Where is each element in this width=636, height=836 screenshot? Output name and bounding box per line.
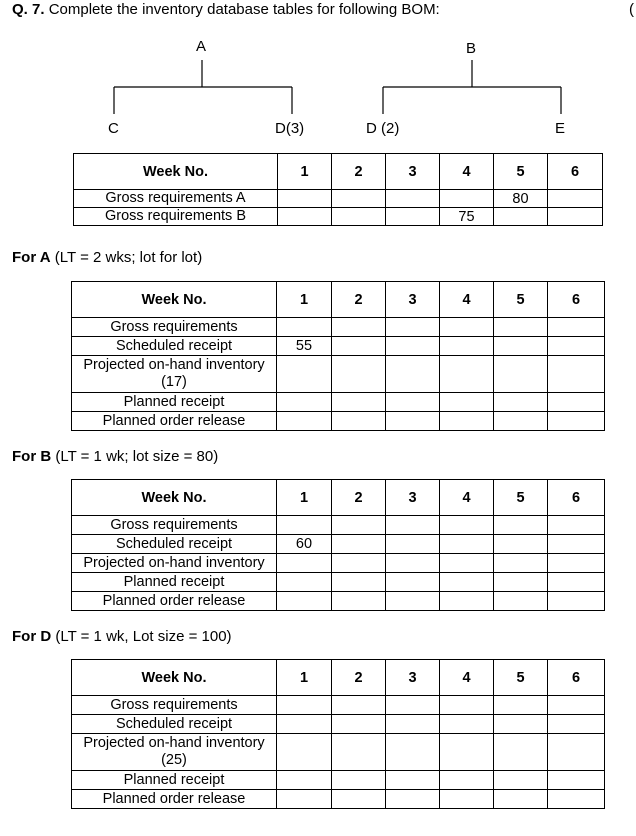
row-label: Gross requirements A (74, 190, 278, 208)
week-header: 2 (332, 480, 386, 516)
week-header: 3 (386, 660, 440, 696)
table-cell[interactable] (277, 790, 332, 809)
table-row (72, 554, 605, 573)
table-cell[interactable] (386, 190, 440, 208)
section-d-params: (LT = 1 wk, Lot size = 100) (55, 628, 232, 645)
table-cell[interactable] (332, 535, 386, 554)
table-cell[interactable] (494, 337, 548, 356)
bom-node-c: C (108, 120, 119, 137)
table-row (72, 592, 605, 611)
section-d-heading (12, 628, 232, 645)
week-header: 4 (440, 480, 494, 516)
table-cell[interactable]: 75 (440, 208, 494, 226)
table-cell[interactable] (386, 771, 440, 790)
section-b-item: For B (12, 448, 52, 465)
table-cell[interactable] (494, 734, 548, 771)
table-row (72, 790, 605, 809)
bom-tree-diagram (0, 0, 636, 150)
table-cell[interactable] (440, 592, 494, 611)
table-cell[interactable] (548, 318, 605, 337)
row-label: Projected on-hand inventory (25) (72, 734, 277, 771)
week-header: 4 (440, 282, 494, 318)
row-label: Gross requirements B (74, 208, 278, 226)
table-cell[interactable] (386, 208, 440, 226)
table-cell[interactable] (278, 190, 332, 208)
table-cell[interactable] (386, 412, 440, 431)
week-header: 5 (494, 154, 548, 190)
table-cell[interactable] (548, 554, 605, 573)
row-label: Projected on-hand inventory (17) (72, 356, 277, 393)
table-row (72, 573, 605, 592)
table-cell[interactable] (548, 393, 605, 412)
table-row (72, 318, 605, 337)
week-header: 5 (494, 660, 548, 696)
table-cell[interactable] (386, 715, 440, 734)
table-cell[interactable] (494, 592, 548, 611)
section-a-item: For A (12, 249, 51, 266)
row-label: Gross requirements (72, 696, 277, 715)
table-cell[interactable] (548, 337, 605, 356)
table-cell[interactable] (277, 516, 332, 535)
table-cell[interactable] (277, 734, 332, 771)
week-no-header: Week No. (72, 282, 277, 318)
week-header: 1 (278, 154, 332, 190)
table-cell[interactable] (386, 535, 440, 554)
row-label: Planned receipt (72, 771, 277, 790)
table-cell[interactable] (440, 790, 494, 809)
bom-node-e: E (555, 120, 566, 137)
table-cell[interactable] (386, 734, 440, 771)
row-label: Projected on-hand inventory (72, 554, 277, 573)
row-label: Gross requirements (72, 516, 277, 535)
week-header: 5 (494, 480, 548, 516)
table-cell[interactable] (277, 696, 332, 715)
table-cell[interactable] (386, 696, 440, 715)
week-header: 4 (440, 154, 494, 190)
table-cell[interactable]: 80 (494, 190, 548, 208)
section-a-params: (LT = 2 wks; lot for lot) (54, 249, 203, 266)
table-cell[interactable] (332, 356, 386, 393)
table-cell[interactable] (332, 554, 386, 573)
table-cell[interactable] (494, 516, 548, 535)
table-cell[interactable] (494, 554, 548, 573)
table-cell[interactable] (440, 356, 494, 393)
question-text: Complete the inventory database tables for following BOM: (48, 1, 440, 18)
table-cell[interactable] (548, 516, 605, 535)
table-cell[interactable] (277, 573, 332, 592)
gross-requirements-table (73, 153, 603, 226)
table-cell[interactable] (386, 393, 440, 412)
table-cell[interactable] (277, 318, 332, 337)
table-cell[interactable] (386, 356, 440, 393)
table-cell[interactable] (278, 208, 332, 226)
row-label: Planned receipt (72, 573, 277, 592)
week-no-header: Week No. (72, 480, 277, 516)
table-cell[interactable] (332, 516, 386, 535)
table-cell[interactable] (440, 516, 494, 535)
table-cell[interactable] (548, 790, 605, 809)
table-cell[interactable] (440, 715, 494, 734)
table-cell[interactable] (494, 393, 548, 412)
table-cell[interactable] (386, 573, 440, 592)
table-cell[interactable] (277, 715, 332, 734)
week-header: 4 (440, 660, 494, 696)
table-d (71, 659, 605, 809)
row-label: Scheduled receipt (72, 337, 277, 356)
table-cell[interactable] (332, 337, 386, 356)
table-cell[interactable] (332, 790, 386, 809)
table-row (72, 771, 605, 790)
table-cell[interactable] (386, 790, 440, 809)
edge-mark: ( (629, 1, 634, 18)
table-cell[interactable] (548, 412, 605, 431)
table-cell[interactable] (440, 337, 494, 356)
week-header: 2 (332, 154, 386, 190)
table-cell[interactable] (332, 573, 386, 592)
week-header: 6 (548, 154, 603, 190)
table-b (71, 479, 605, 611)
table-cell[interactable]: 55 (277, 337, 332, 356)
table-header-row (72, 660, 605, 696)
table-row (72, 734, 605, 771)
table-cell[interactable] (494, 318, 548, 337)
week-header: 6 (548, 660, 605, 696)
table-row (74, 190, 603, 208)
table-cell[interactable] (494, 715, 548, 734)
table-row (72, 535, 605, 554)
table-row (74, 208, 603, 226)
table-cell[interactable] (277, 771, 332, 790)
table-cell[interactable] (440, 393, 494, 412)
table-cell[interactable] (494, 771, 548, 790)
table-cell[interactable] (548, 190, 603, 208)
row-label: Scheduled receipt (72, 715, 277, 734)
week-header: 2 (332, 660, 386, 696)
table-cell[interactable] (494, 356, 548, 393)
section-b-heading (12, 448, 218, 465)
table-cell[interactable] (277, 412, 332, 431)
table-cell[interactable] (332, 696, 386, 715)
table-cell[interactable] (386, 516, 440, 535)
row-label: Planned order release (72, 790, 277, 809)
table-cell[interactable] (332, 190, 386, 208)
table-header-row (72, 282, 605, 318)
table-row (72, 337, 605, 356)
table-cell[interactable] (332, 734, 386, 771)
bom-node-d2: D (2) (366, 120, 400, 137)
table-cell[interactable] (332, 592, 386, 611)
table-header-row (72, 480, 605, 516)
week-header: 3 (386, 282, 440, 318)
table-cell[interactable] (548, 356, 605, 393)
table-cell[interactable]: 60 (277, 535, 332, 554)
table-cell[interactable] (548, 715, 605, 734)
table-row (72, 412, 605, 431)
week-header: 6 (548, 480, 605, 516)
week-header: 1 (277, 282, 332, 318)
row-label: Planned order release (72, 412, 277, 431)
row-label: Planned order release (72, 592, 277, 611)
bom-node-d3: D(3) (275, 120, 305, 137)
section-a-heading (12, 249, 202, 266)
question-number: Q. 7. (12, 1, 45, 18)
table-cell[interactable] (277, 554, 332, 573)
table-cell[interactable] (440, 573, 494, 592)
row-label: Planned receipt (72, 393, 277, 412)
table-cell[interactable] (440, 190, 494, 208)
table-cell[interactable] (548, 592, 605, 611)
week-header: 6 (548, 282, 605, 318)
bom-node-b: B (466, 40, 477, 57)
bom-node-a: A (196, 38, 207, 55)
table-cell[interactable] (277, 356, 332, 393)
table-cell[interactable] (440, 554, 494, 573)
table-cell[interactable] (332, 393, 386, 412)
week-header: 3 (386, 480, 440, 516)
table-cell[interactable] (548, 535, 605, 554)
row-label: Scheduled receipt (72, 535, 277, 554)
table-cell[interactable] (386, 554, 440, 573)
table-cell[interactable] (494, 412, 548, 431)
table-cell[interactable] (548, 208, 603, 226)
row-label: Gross requirements (72, 318, 277, 337)
table-cell[interactable] (277, 393, 332, 412)
section-d-item: For D (12, 628, 52, 645)
table-a (71, 281, 605, 431)
table-cell[interactable] (440, 318, 494, 337)
table-cell[interactable] (548, 696, 605, 715)
table-cell[interactable] (332, 771, 386, 790)
table-cell[interactable] (386, 337, 440, 356)
table-row (72, 393, 605, 412)
week-header: 1 (277, 660, 332, 696)
week-header: 3 (386, 154, 440, 190)
table-cell[interactable] (440, 734, 494, 771)
week-header: 5 (494, 282, 548, 318)
table-cell[interactable] (332, 715, 386, 734)
table-cell[interactable] (548, 771, 605, 790)
table-cell[interactable] (440, 696, 494, 715)
table-cell[interactable] (548, 573, 605, 592)
table-row (72, 516, 605, 535)
table-cell[interactable] (332, 208, 386, 226)
table-row (72, 715, 605, 734)
table-cell[interactable] (386, 318, 440, 337)
table-cell[interactable] (494, 535, 548, 554)
week-header: 2 (332, 282, 386, 318)
week-header: 1 (277, 480, 332, 516)
table-cell[interactable] (494, 790, 548, 809)
table-cell[interactable] (332, 318, 386, 337)
week-no-header: Week No. (72, 660, 277, 696)
table-cell[interactable] (332, 412, 386, 431)
table-row (72, 696, 605, 715)
table-cell[interactable] (494, 696, 548, 715)
table-cell[interactable] (386, 592, 440, 611)
table-cell[interactable] (494, 208, 548, 226)
table-cell[interactable] (440, 771, 494, 790)
table-cell[interactable] (440, 535, 494, 554)
table-cell[interactable] (548, 734, 605, 771)
table-cell[interactable] (494, 573, 548, 592)
table-cell[interactable] (277, 592, 332, 611)
table-header-row (74, 154, 603, 190)
section-b-params: (LT = 1 wk; lot size = 80) (55, 448, 219, 465)
week-no-header: Week No. (74, 154, 278, 190)
table-cell[interactable] (440, 412, 494, 431)
table-row (72, 356, 605, 393)
